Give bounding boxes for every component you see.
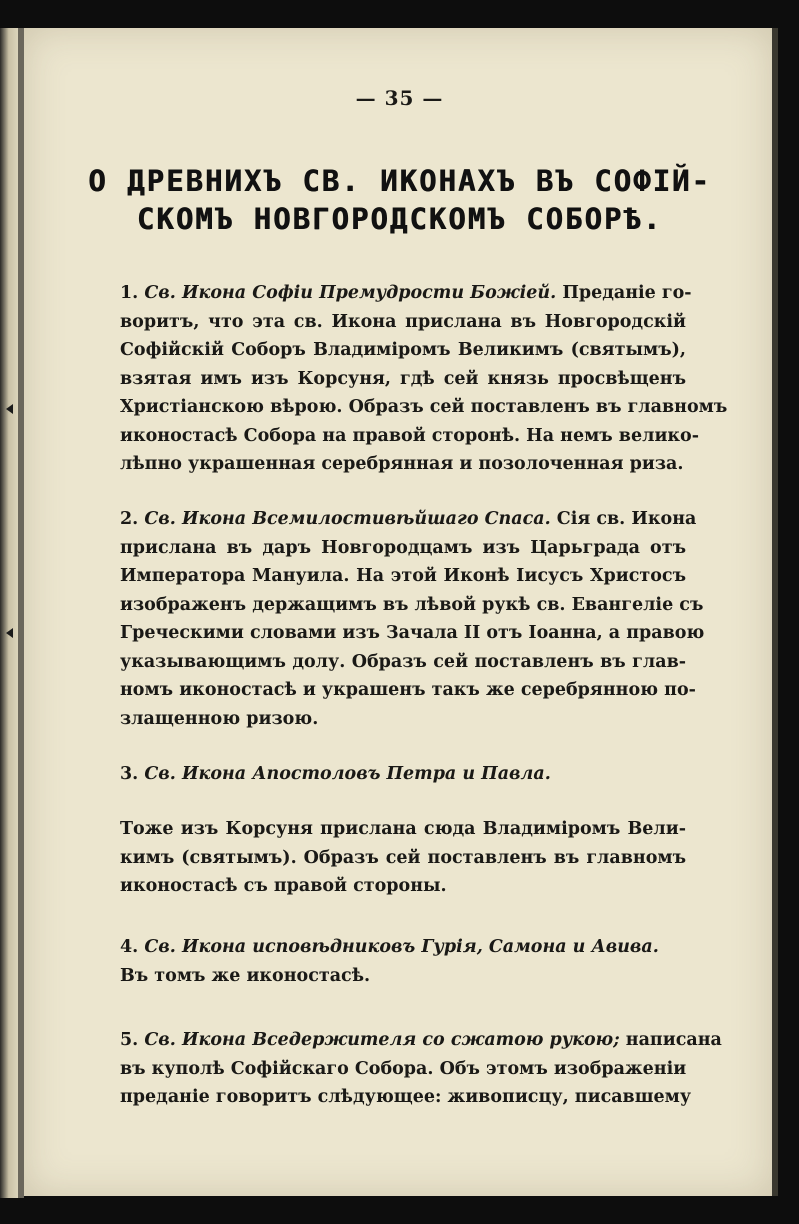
paragraph-3-body — [120, 815, 686, 901]
text-line: указывающимъ долу. Образъ сей поставленъ въ глав- — [120, 651, 686, 672]
text-line: Греческими словами изъ Зачала II отъ Іоанна, а правою — [120, 623, 705, 643]
margin-marker-arrow — [6, 404, 13, 414]
text-fragment: Преданіе го- — [562, 283, 692, 303]
paragraph-4 — [120, 933, 686, 990]
text-line: воритъ, что эта св. Икона прислана въ Новгородскій — [120, 311, 686, 332]
item-number: 3. — [120, 764, 139, 784]
text-line: Императора Мануила. На этой Иконѣ Іисусъ Христосъ — [120, 566, 686, 586]
item-number: 2. — [120, 509, 139, 529]
text-line: иконостасѣ Собора на правой сторонѣ. На немъ велико- — [120, 425, 699, 446]
text-line: Тоже изъ Корсуня прислана сюда Владиміромъ Вели- — [120, 819, 686, 839]
text-line: преданіе говоритъ слѣдующее: живописцу, писавшему — [120, 1087, 692, 1107]
item-number: 4. — [120, 937, 139, 957]
text-line: лѣпно украшенная серебрянная и позолоченная риза. — [120, 454, 684, 474]
page-number: — 35 — — [355, 86, 444, 110]
chapter-title-line-2: СКОМЪ НОВГОРОДСКОМЪ СОБОРѢ. — [136, 202, 663, 236]
paragraph-2 — [120, 505, 705, 733]
item-heading: Св. Икона исповѣдниковъ Гурія, Самона и Авива. — [144, 937, 659, 957]
item-number: 1. — [120, 283, 139, 303]
text-line: прислана въ даръ Новгородцамъ изъ Царьграда отъ — [120, 537, 686, 558]
paragraph-5 — [120, 1026, 722, 1112]
text-line: злащенною ризою. — [120, 708, 319, 729]
item-heading: Св. Икона Вседержителя со сжатою рукою; — [144, 1030, 620, 1050]
text-fragment: Сія св. Икона — [556, 509, 697, 529]
item-heading: Св. Икона Всемилостивѣйшаго Спаса. — [144, 509, 551, 529]
text-line: номъ иконостасѣ и украшенъ такъ же серебрянною по- — [120, 680, 696, 700]
text-line: взятая имъ изъ Корсуня, гдѣ сей князь просвѣщенъ — [120, 368, 686, 389]
text-line: Софійскій Соборъ Владиміромъ Великимъ (святымъ), — [120, 340, 686, 360]
text-fragment: написана — [625, 1030, 722, 1050]
text-line: Въ томъ же иконостасѣ. — [120, 965, 371, 986]
item-number: 5. — [120, 1030, 139, 1050]
chapter-title-line-1: О ДРЕВНИХЪ СВ. ИКОНАХЪ ВЪ СОФІЙ- — [88, 164, 711, 198]
margin-marker-arrow — [6, 628, 13, 638]
text-line: иконостасѣ съ правой стороны. — [120, 876, 447, 896]
text-line: Христіанскою вѣрою. Образъ сей поставленъ въ главномъ — [120, 397, 728, 417]
paragraph-3-heading — [120, 760, 686, 789]
item-heading: Св. Икона Софіи Премудрости Божіей. — [144, 283, 557, 303]
paragraph-1 — [120, 279, 728, 479]
text-line: въ куполѣ Софійскаго Собора. Объ этомъ изображеніи — [120, 1058, 687, 1079]
text-line: изображенъ держащимъ въ лѣвой рукѣ св. Евангеліе съ — [120, 594, 704, 615]
text-line: кимъ (святымъ). Образъ сей поставленъ въ главномъ — [120, 847, 686, 868]
item-heading: Св. Икона Апостоловъ Петра и Павла. — [144, 764, 551, 784]
